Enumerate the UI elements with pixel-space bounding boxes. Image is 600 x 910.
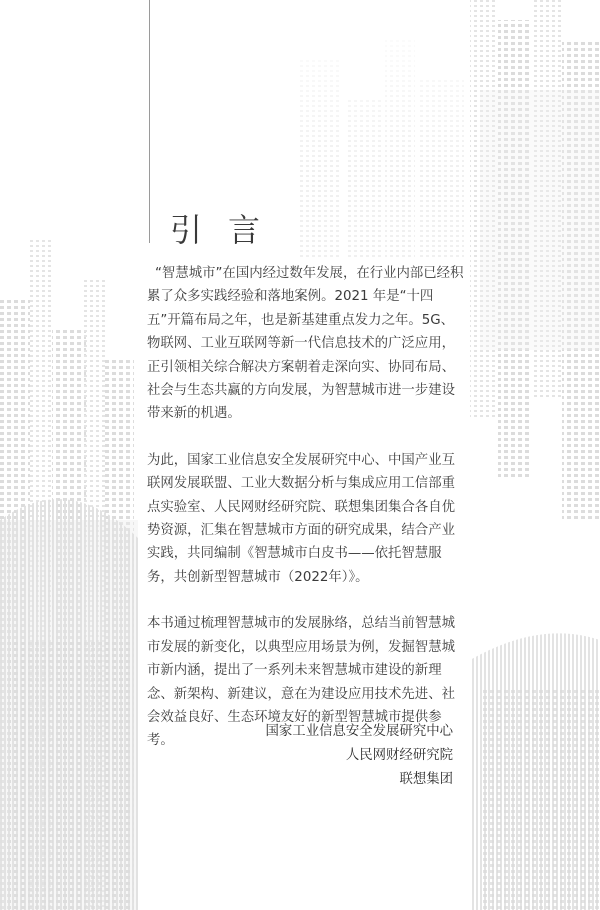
vertical-accent-line [149, 0, 150, 243]
page-heading: 引言 [170, 211, 287, 249]
signatory-2: 人民网财经研究院 [345, 748, 453, 763]
right-lower-tower [470, 633, 600, 910]
paragraph-1: “智慧城市”在国内经过数年发展，在行业内部已经积累了众多实践经验和落地案例。2021 年是“十四五”开篇布局之年，也是新基建重点发力之年。5G、物联网、工业互联网等新一代信息技术的广泛应用，正引领相关综合解决方案朝着走深向实、协同布局、社会与生态共赢的方向发展，为智慧城市进一步建设带来新的机遇。 [147, 266, 464, 422]
paragraph-2: 为此，国家工业信息安全发展研究中心、中国产业互联网发展联盟、工业大数据分析与集成应用工信部重点实验室、人民网财经研究院、联想集团集合各自优势资源，汇集在智慧城市方面的研究成果，结合产业实践，共同编制《智慧城市白皮书——依托智慧服务，共创新型智慧城市（2022年）》。 [147, 452, 455, 585]
left-buildings [0, 240, 140, 910]
signatory-3: 联想集团 [399, 772, 453, 787]
right-buildings [470, 0, 600, 520]
body-text [147, 262, 465, 753]
signatory-1: 国家工业信息安全发展研究中心 [265, 724, 453, 739]
paragraph-3: 本书通过梳理智慧城市的发展脉络，总结当前智慧城市发展的新变化，以典型应用场景为例，发掘智慧城市新内涵，提出了一系列未来智慧城市建设的新理念、新架构、新建议，意在为建设应用技术先进、社会效益良好、生态环境友好的新型智慧城市提供参考。 [147, 616, 455, 749]
signature-block [266, 720, 453, 792]
